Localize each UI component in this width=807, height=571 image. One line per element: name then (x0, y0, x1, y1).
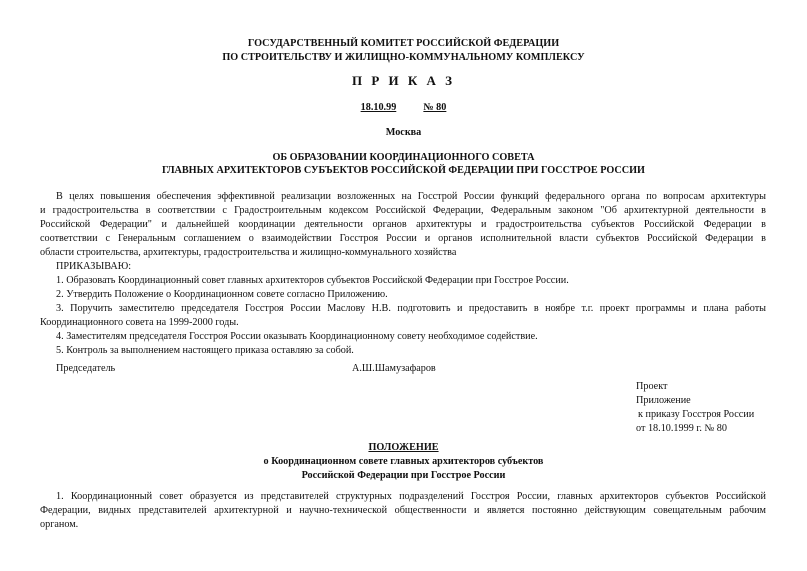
regulation-p1-line1: 1. Координационный совет образуется из представителей структурных подразделений Госстроя России, главных архитекторов субъектов Российской (56, 491, 766, 502)
regulation-p1-line3: органом. (40, 519, 79, 530)
order-item-3-line2: Координационного совета на 1999-2000 годы. (40, 317, 239, 328)
order-item-1: 1. Образовать Координационный совет главных архитекторов субъектов Российской Федерации при Госстрое России. (56, 275, 569, 286)
doc-type-title: П Р И К А З (351, 73, 456, 88)
regulation-p1-line2: Федерации, видных представителей архитектурной и научно-технической общественности и является постоянно действующим совещательным рабочим (40, 505, 766, 516)
appendix-reference: к приказу Госстроя России (638, 409, 755, 420)
order-date: 18.10.99 (360, 102, 397, 113)
date-number-row (0, 101, 807, 115)
preamble-line1: В целях повышения обеспечения эффективной реализации возложенных на Госстрой России функций федерального органа по вопросам архитектуры (56, 191, 766, 202)
order-word: ПРИКАЗЫВАЮ: (56, 261, 132, 272)
preamble-line3: Российской Федерации" и дальнейшей координации деятельности органов архитектуры и градостроительства субъектов Российской Федерации в (40, 219, 766, 230)
regulation-title: ПОЛОЖЕНИЕ (368, 442, 439, 453)
regulation-subtitle-line2: Российской Федерации при Госстрое России (301, 470, 506, 481)
appendix-draft: Проект (636, 381, 668, 392)
preamble-line4: соответствии с Генеральным соглашением о взаимодействии Госстроя России и органов исполнительной власти субъектов Российской Федерации в (40, 233, 766, 244)
order-item-3-line1: 3. Поручить заместителю председателя Госстроя России Маслову Н.В. подготовить и предоставить в ноябре т.г. проект программы и плана работы (56, 303, 766, 314)
signature-name: А.Ш.Шамузафаров (352, 363, 436, 374)
preamble-line5: области строительства, архитектуры, градостроительства и жилищно-коммунального хозяйства (40, 247, 457, 258)
city: Москва (385, 127, 422, 138)
order-number: № 80 (423, 102, 447, 113)
order-item-5: 5. Контроль за выполнением настоящего приказа оставляю за собой. (56, 345, 354, 356)
order-title-line1: ОБ ОБРАЗОВАНИИ КООРДИНАЦИОННОГО СОВЕТА (272, 152, 535, 163)
appendix-date: от 18.10.1999 г. № 80 (636, 423, 727, 434)
preamble-line2: и градостроительства в соответствии с Градостроительным кодексом Российской Федерации, Федеральным законом "Об архитектурной деятельности в (40, 205, 766, 216)
org-name-line2: ПО СТРОИТЕЛЬСТВУ И ЖИЛИЩНО-КОММУНАЛЬНОМУ КОМПЛЕКСУ (222, 52, 585, 63)
regulation-subtitle-line1: о Координационном совете главных архитекторов субъектов (263, 456, 544, 467)
order-title-line2: ГЛАВНЫХ АРХИТЕКТОРОВ СУБЪЕКТОВ РОССИЙСКОЙ ФЕДЕРАЦИИ ПРИ ГОССТРОЕ РОССИИ (162, 165, 645, 176)
order-item-2: 2. Утвердить Положение о Координационном совете согласно Приложению. (56, 289, 388, 300)
order-item-4: 4. Заместителям председателя Госстроя России оказывать Координационному совету необходимое содействие. (56, 331, 538, 342)
signature-role: Председатель (56, 363, 116, 374)
appendix-label: Приложение (636, 395, 691, 406)
org-name-line1: ГОСУДАРСТВЕННЫЙ КОМИТЕТ РОССИЙСКОЙ ФЕДЕРАЦИИ (247, 38, 560, 49)
